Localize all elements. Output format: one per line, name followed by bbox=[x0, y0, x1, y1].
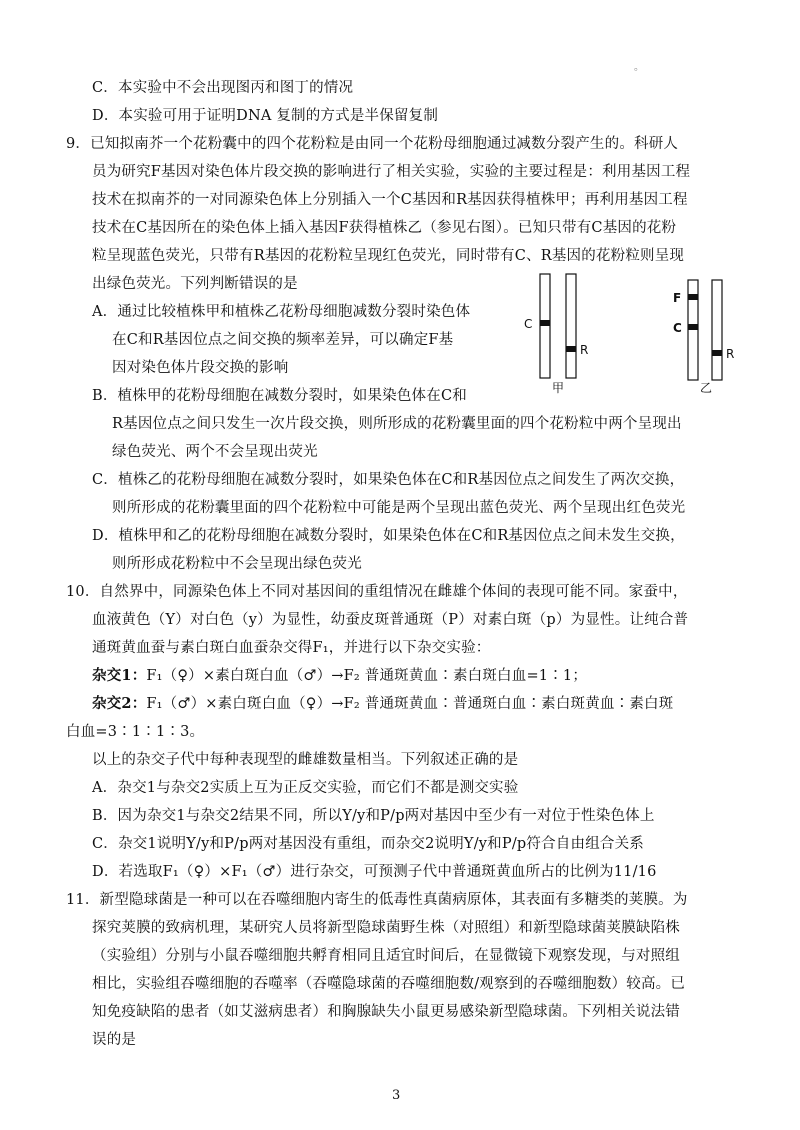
cross1-text: F₁（♀）×素白斑白血（♂）→F₂ 普通斑黄血∶素白斑白血=1∶1； bbox=[146, 668, 588, 684]
q11-stem-line: 相比，实验组吞噬细胞的吞噬率（吞噬隐球菌的吞噬细胞数/观察到的吞噬细胞数）较高。已 bbox=[92, 976, 686, 992]
q11-stem-line: （实验组）分别与小鼠吞噬细胞共孵育相同且适宜时间后，在显微镜下观察发现，与对照组 bbox=[92, 948, 680, 964]
q9-option-a-cont: 在C和R基因位点之间交换的频率差异，可以确定F基 bbox=[112, 332, 454, 348]
q9-option-d-cont: 则所形成花粉粒中不会呈现出绿色荧光 bbox=[112, 556, 362, 572]
chromosome-jia-2 bbox=[566, 274, 576, 378]
q10-lead: 以上的杂交子代中每种表现型的雌雄数量相当。下列叙述正确的是 bbox=[92, 752, 519, 768]
gene-r-label: R bbox=[580, 343, 589, 357]
gene-c-band bbox=[540, 320, 550, 326]
q10-cross1 bbox=[92, 666, 587, 686]
gene-c-band bbox=[688, 324, 698, 330]
q10-option-d: D．若选取F₁（♀）×F₁（♂）进行杂交，可预测子代中普通斑黄血所占的比例为11/16 bbox=[92, 864, 657, 880]
gene-r-band bbox=[566, 346, 576, 352]
q8-option-d: D．本实验可用于证明DNA 复制的方式是半保留复制 bbox=[92, 108, 439, 124]
chromosome-figure bbox=[520, 270, 750, 400]
q8-option-c: C．本实验中不会出现图丙和图丁的情况 bbox=[92, 80, 354, 96]
cross1-label: 杂交1： bbox=[92, 667, 147, 684]
q11-stem-line: 知免疫缺陷的患者（如艾滋病患者）和胸腺缺失小鼠更易感染新型隐球菌。下列相关说法错 bbox=[92, 1004, 680, 1020]
q9-stem-line: 技术在C基因所在的染色体上插入基因F获得植株乙（参见右图）。已知只带有C基因的花粉 bbox=[92, 220, 677, 236]
q9-stem-line: 9．已知拟南芥一个花粉囊中的四个花粉粒是由同一个花粉母细胞通过减数分裂产生的。科研人 bbox=[66, 136, 679, 152]
cross2-label: 杂交2： bbox=[92, 695, 147, 712]
label-jia: 甲 bbox=[552, 381, 565, 395]
q10-option-b: B．因为杂交1与杂交2结果不同，所以Y/y和P/p两对基因中至少有一对位于性染色体上 bbox=[92, 808, 655, 824]
chromosome-yi-2 bbox=[712, 280, 722, 380]
q10-stem-line: 10．自然界中，同源染色体上不同对基因间的重组情况在雌雄个体间的表现可能不同。家蚕中， bbox=[66, 584, 688, 600]
header-mark: 。 bbox=[634, 62, 644, 73]
gene-r-band bbox=[712, 350, 722, 356]
page-number: 3 bbox=[392, 1088, 401, 1103]
q11-stem-line: 11．新型隐球菌是一种可以在吞噬细胞内寄生的低毒性真菌病原体，其表面有多糖类的荚膜。为 bbox=[66, 892, 688, 908]
gene-c-label: C bbox=[673, 321, 682, 335]
q10-cross2-cont: 白血=3∶1∶1∶3。 bbox=[66, 724, 205, 740]
q11-stem-line: 误的是 bbox=[92, 1032, 137, 1048]
q9-option-a-cont: 因对染色体片段交换的影响 bbox=[112, 360, 289, 376]
gene-c-label: C bbox=[524, 317, 533, 331]
q9-stem-line: 员为研究F基因对染色体片段交换的影响进行了相关实验，实验的主要过程是：利用基因工程 bbox=[92, 164, 691, 180]
q9-stem-line: 出绿色荧光。下列判断错误的是 bbox=[92, 276, 298, 292]
q10-stem-line: 血液黄色（Y）对白色（y）为显性，幼蚕皮斑普通斑（P）对素白斑（p）为显性。让纯合普 bbox=[92, 612, 689, 628]
q11-stem-line: 探究荚膜的致病机理，某研究人员将新型隐球菌野生株（对照组）和新型隐球菌荚膜缺陷株 bbox=[92, 920, 680, 936]
q9-option-a: A．通过比较植株甲和植株乙花粉母细胞减数分裂时染色体 bbox=[92, 304, 471, 320]
q9-option-d: D．植株甲和乙的花粉母细胞在减数分裂时，如果染色体在C和R基因位点之间未发生交换， bbox=[92, 528, 685, 544]
q9-stem-line: 粒呈现蓝色荧光，只带有R基因的花粉粒呈现红色荧光，同时带有C、R基因的花粉粒则呈现 bbox=[92, 248, 685, 264]
label-yi: 乙 bbox=[700, 381, 713, 395]
gene-f-label: F bbox=[673, 291, 682, 305]
q10-option-a: A．杂交1与杂交2实质上互为正反交实验，而它们不都是测交实验 bbox=[92, 780, 519, 796]
q9-option-b-cont: 绿色荧光、两个不会呈现出荧光 bbox=[112, 444, 318, 460]
q9-option-b: B．植株甲的花粉母细胞在减数分裂时，如果染色体在C和 bbox=[92, 388, 467, 404]
q10-cross2 bbox=[92, 694, 673, 714]
q9-option-b-cont: R基因位点之间只发生一次片段交换，则所形成的花粉囊里面的四个花粉粒中两个呈现出 bbox=[112, 416, 682, 432]
q9-stem-line: 技术在拟南芥的一对同源染色体上分别插入一个C基因和R基因获得植株甲；再利用基因工程 bbox=[92, 192, 688, 208]
q10-option-c: C．杂交1说明Y/y和P/p两对基因没有重组，而杂交2说明Y/y和P/p符合自由组合关系 bbox=[92, 836, 644, 852]
gene-r-label: R bbox=[726, 347, 735, 361]
q10-stem-line: 通斑黄血蚕与素白斑白血蚕杂交得F₁，并进行以下杂交实验： bbox=[92, 640, 491, 656]
cross2-text: F₁（♂）×素白斑白血（♀）→F₂ 普通斑黄血∶普通斑白血∶素白斑黄血∶素白斑 bbox=[146, 696, 674, 712]
q9-option-c-cont: 则所形成的花粉囊里面的四个花粉粒中可能是两个呈现出蓝色荧光、两个呈现出红色荧光 bbox=[112, 500, 686, 516]
gene-f-band bbox=[688, 294, 698, 300]
q9-option-c: C．植株乙的花粉母细胞在减数分裂时，如果染色体在C和R基因位点之间发生了两次交换， bbox=[92, 472, 685, 488]
